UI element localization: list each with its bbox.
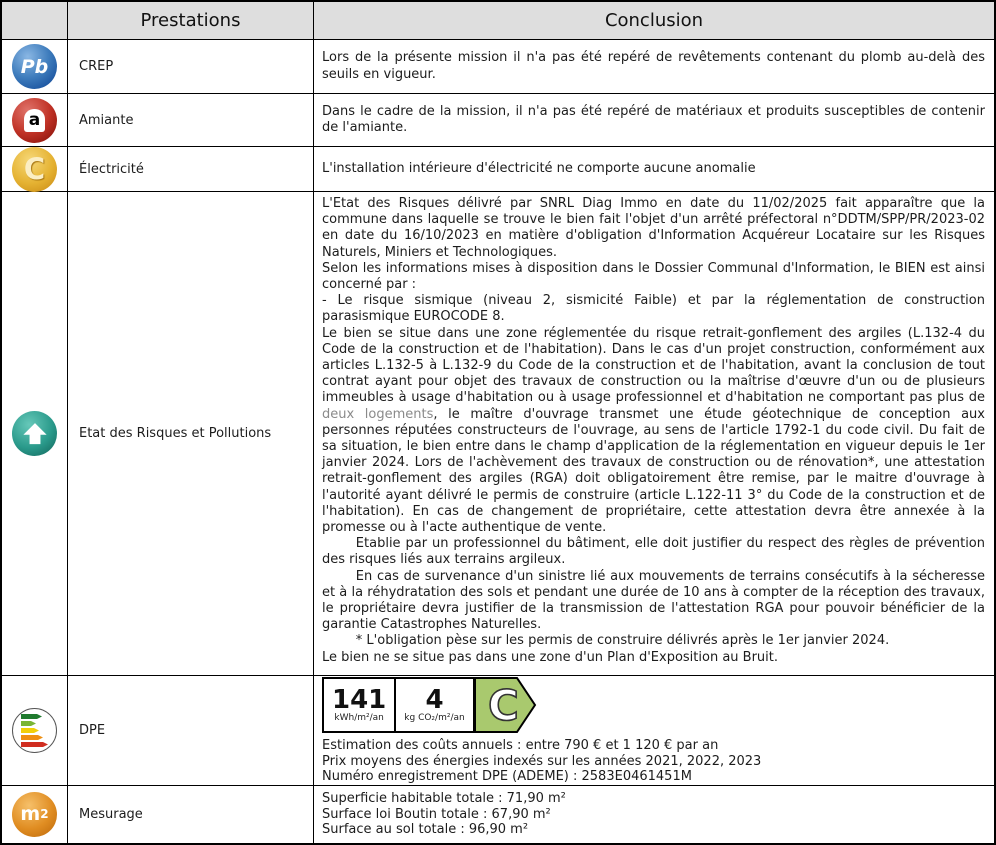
mesurage-label-cell <box>68 786 314 843</box>
erp-paragraph-4-gray-highlight: deux logements <box>322 406 434 422</box>
table-row-crep <box>2 40 994 94</box>
electricity-icon: C <box>12 147 57 192</box>
erp-paragraph-1: L'Etat des Risques délivré par SNRL Diag Immo en date du 11/02/2025 fait apparaître que la commune dans laquelle se trouve le bien fait l'objet d'un arrêté préfectoral n°DDTM/SPP/PR/2023-02 en date du 16/10/2023 en matière d'obligation d'Information Acquéreur Locataire sur les Risques Naturels, Miniers et Technologiques. <box>322 196 985 260</box>
amiante-icon-cell <box>2 94 68 146</box>
dpe-energy-unit: kWh/m²/an <box>334 712 384 723</box>
energy-bar-lightgreen <box>21 721 36 726</box>
dpe-energy-value: 141 <box>332 684 387 715</box>
conclusion-column-title: Conclusion <box>604 10 704 31</box>
amiante-conclusion-text: Dans le cadre de la mission, il n'a pas été repéré de matériaux et produits susceptibles de contenir de l'amiante. <box>322 103 985 135</box>
crep-label: CREP <box>79 59 114 74</box>
erp-paragraph-5: Etablie par un professionnel du bâtiment, elle doit justifier du respect des règles de prévention des risques liés aux terrains argileux. <box>322 536 985 568</box>
mesurage-conclusion-cell <box>314 786 994 843</box>
dpe-ademe-number-line: Numéro enregistrement DPE (ADEME) : 2583E0461451M <box>322 769 692 785</box>
dpe-grade-arrow <box>475 677 537 733</box>
erp-icon-cell <box>2 192 68 675</box>
mesurage-label: Mesurage <box>79 806 143 822</box>
dpe-cost-line: Estimation des coûts annuels : entre 790 € et 1 120 € par an <box>322 738 719 754</box>
house-arrow-glyph <box>19 418 51 450</box>
dpe-grade-letter: C <box>487 681 519 731</box>
electricite-conclusion-text: L'installation intérieure d'électricité ne comporte aucune anomalie <box>322 160 756 176</box>
energy-bar-orange <box>21 735 43 740</box>
lead-pb-icon: Pb <box>12 44 57 89</box>
table-row-etat-des-risques <box>2 192 994 676</box>
erp-conclusion-cell <box>314 192 994 675</box>
house-risks-icon <box>12 411 57 456</box>
dpe-values-box <box>322 677 475 733</box>
mesurage-icon-cell <box>2 786 68 843</box>
electricite-conclusion-cell <box>314 147 994 191</box>
crep-icon-cell <box>2 40 68 93</box>
dpe-co2-unit: kg CO₂/m²/an <box>404 712 465 723</box>
erp-paragraph-7-footnote: * L'obligation pèse sur les permis de construire délivrés après le 1er janvier 2024. <box>355 633 890 649</box>
dpe-prices-line: Prix moyens des énergies indexés sur les années 2021, 2022, 2023 <box>322 753 762 769</box>
energy-bar-yellow <box>21 728 39 733</box>
electricite-label-cell <box>68 147 314 191</box>
electricite-label: Électricité <box>79 161 144 177</box>
erp-paragraph-4 <box>322 326 985 537</box>
amiante-conclusion-cell <box>314 94 994 146</box>
asbestos-icon <box>12 98 57 143</box>
energy-bar-green <box>21 714 42 719</box>
table-row-electricite <box>2 147 994 192</box>
mesurage-sol-line: Surface au sol totale : 96,90 m² <box>322 822 529 838</box>
prestations-column-title: Prestations <box>140 10 241 31</box>
erp-paragraph-6: En cas de survenance d'un sinistre lié aux mouvements de terrains consécutifs à la sécheresse et à la réhydratation des sols et pendant une durée de 10 ans à compter de la réception des travaux, le propriétaire devra justifier de la transmission de l'attestation RGA pour pouvoir bénéficier de la garantie Catastrophes Naturelles. <box>322 568 985 633</box>
dpe-co2-section <box>394 679 472 731</box>
dpe-label-cell <box>68 676 314 785</box>
crep-label-cell <box>68 40 314 93</box>
header-conclusion-cell <box>314 2 994 39</box>
erp-paragraph-8: Le bien ne se situe pas dans une zone d'un Plan d'Exposition au Bruit. <box>322 649 779 665</box>
erp-label: Etat des Risques et Pollutions <box>79 426 272 441</box>
square-meter-icon: m 2 <box>12 792 57 837</box>
dpe-icon-cell <box>2 676 68 785</box>
energy-bar-red <box>21 742 48 747</box>
dpe-conclusion-cell <box>314 676 994 785</box>
dpe-co2-value: 4 <box>425 684 444 715</box>
dpe-energy-section <box>324 679 394 731</box>
erp-paragraph-4-end: , le maître d'ouvrage transmet une étude géotechnique de conception aux personnes réputées constructeurs de l'ouvrage, au sens de l'article 1792-1 du code civil. Du fait de sa situation, le bien entre dans le champ d'application de la réglementation en vigueur depuis le 1er janvier 2024. Lors de l'achèvement des travaux de construction ou de rénovation*, une attestation retrait-gonflement des argiles (RGA) doit obligatoirement être remise, par le maitre d'ouvrage à l'autorité ayant délivré le permis de construire (article L.122-11 3° du Code de la construction et de l'habitation). En cas de changement de propriétaire, cette attestation devra être annexée à la promesse ou à l'acte authentique de vente. <box>322 406 985 536</box>
crep-conclusion-text: Lors de la présente mission il n'a pas été repéré de revêtements contenant du plomb au-delà des seuils en vigueur. <box>322 50 985 82</box>
mesurage-boutin-line: Surface loi Boutin totale : 67,90 m² <box>322 806 551 822</box>
header-prestations-cell <box>68 2 314 39</box>
erp-paragraph-3: - Le risque sismique (niveau 2, sismicité Faible) et par la réglementation de construction parasismique EUROCODE 8. <box>322 293 985 325</box>
table-row-dpe <box>2 676 994 786</box>
energy-bars-icon <box>12 708 57 753</box>
table-row-amiante <box>2 94 994 147</box>
dpe-label: DPE <box>79 723 106 738</box>
electricite-icon-cell <box>2 147 68 191</box>
asbestos-badge-letter: a <box>24 109 45 132</box>
erp-paragraph-2: Selon les informations mises à disposition dans le Dossier Communal d'Information, le BIEN est ainsi concerné par : <box>322 260 985 293</box>
erp-label-cell <box>68 192 314 675</box>
amiante-label-cell <box>68 94 314 146</box>
amiante-label: Amiante <box>79 112 134 128</box>
dpe-energy-tag <box>322 677 985 733</box>
header-icon-column-cell <box>2 2 68 39</box>
crep-conclusion-cell <box>314 40 994 93</box>
table-header-row <box>2 2 994 40</box>
mesurage-habitable-line: Superficie habitable totale : 71,90 m² <box>322 791 566 806</box>
erp-paragraph-4-start: Le bien se situe dans une zone réglementée du risque retrait-gonflement des argiles (L.132-4 du Code de la construction et de l'habitation). Dans le cas d'un projet construction, conformément aux articles L.132-5 à L.132-9 du Code de la construction et de l'habitation, avant la conclusion de tout contrat ayant pour objet des travaux de construction ou la maîtrise d'œuvre d'un ou de plusieurs immeubles à usage d'habitation ou à usage professionnel et d'habitation ne comportant pas plus de <box>322 325 985 406</box>
table-row-mesurage <box>2 786 994 845</box>
